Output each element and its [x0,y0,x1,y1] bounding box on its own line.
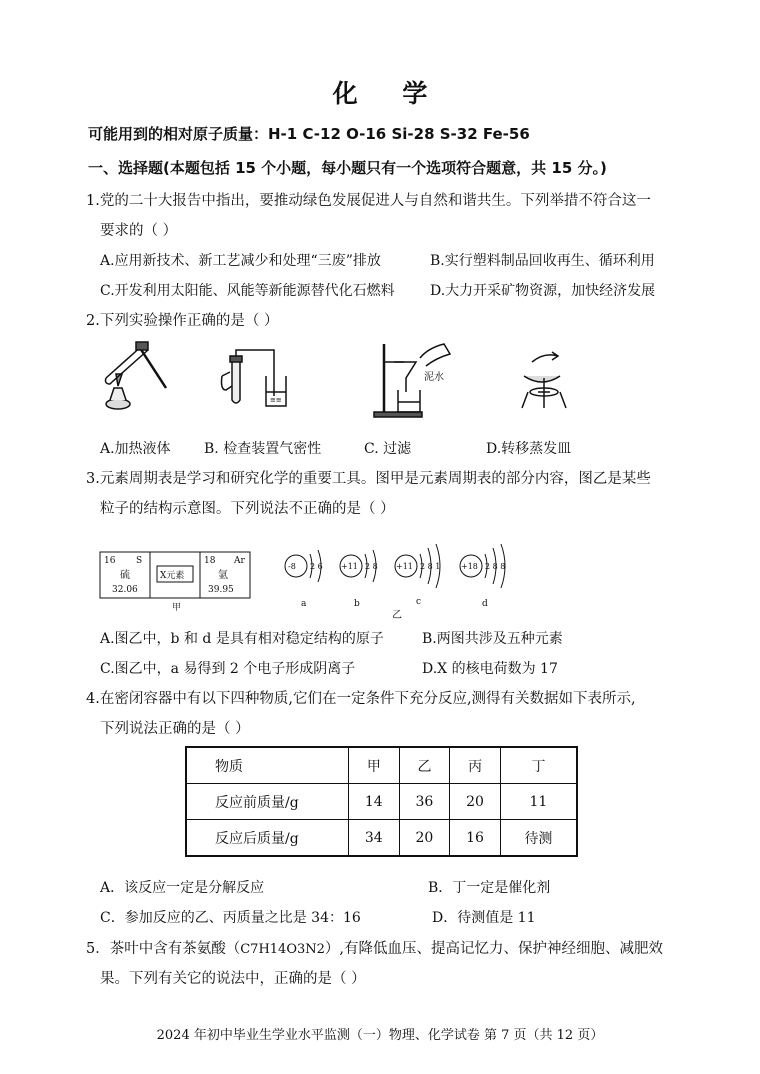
particle-c-label: c [416,597,422,607]
q4-option-d: D．待测值是 11 [432,910,536,926]
heating-liquid-figure [96,338,176,416]
q3-stem-line1: 3.元素周期表是学习和研究化学的重要工具。图甲是元素周期表的部分内容，图乙是某些 [86,471,651,487]
atomic-masses-line: 可能用到的相对原子质量：H-1 C-12 O-16 Si-28 S-32 Fe-56 [88,125,530,143]
table-cell: 待测 [500,820,577,857]
q2-option-c: C. 过滤 [364,441,412,457]
particle-a-shells: 2 6 [310,562,323,571]
table-header-cell: 乙 [399,747,450,784]
particle-b-shells: 2 8 [365,562,378,571]
s-mass: 32.06 [112,585,138,595]
s-symbol: S [136,556,143,566]
q2-option-a: A.加热液体 [100,441,171,457]
particle-c-shells: 2 8 1 [420,562,441,571]
q2-stem: 2.下列实验操作正确的是（ ） [86,313,279,329]
ar-mass: 39.95 [208,585,234,595]
q4-option-a: A．该反应一定是分解反应 [100,880,265,896]
q4-stem-line2: 下列说法正确的是（ ） [100,721,250,737]
q2-option-d: D.转移蒸发皿 [486,441,572,457]
ar-symbol: Ar [234,556,245,566]
q1-stem-line2: 要求的（ ） [100,223,178,239]
table-cell: 反应前质量/g [186,784,349,820]
filtration-figure [370,340,460,420]
table-header-cell: 物质 [186,747,349,784]
reaction-data-table [185,746,578,857]
particle-a-label: a [301,599,307,609]
periodic-table-fragment [98,546,258,616]
table-header-cell: 丙 [450,747,501,784]
filter-label: 泥水 [424,372,444,383]
particle-b-label: b [354,599,360,609]
s-name: 硫 [120,570,130,581]
q4-option-b: B．丁一定是催化剂 [428,880,551,896]
particle-structure-diagrams [276,534,536,630]
page-title: 化 学 [332,79,446,108]
table-header-row [186,747,577,784]
table-cell: 反应后质量/g [186,820,349,857]
page-footer: 2024 年初中毕业生学业水平监测（一）物理、化学试卷 第 7 页（共 12 页） [156,1028,604,1043]
q1-stem-line1: 1.党的二十大报告中指出，要推动绿色发展促进人与自然和谐共生。下列举措不符合这一 [86,193,651,209]
table-header-cell: 甲 [349,747,400,784]
q3-option-d: D.X 的核电荷数为 17 [422,661,558,677]
table-header-cell: 丁 [500,747,577,784]
q3-option-b: B.两图共涉及五种元素 [422,631,563,647]
table-cell: 11 [500,784,577,820]
section-heading: 一、选择题(本题包括 15 个小题，每小题只有一个选项符合题意，共 15 分。) [88,159,607,177]
table-cell: 34 [349,820,400,857]
q4-option-c: C．参加反应的乙、丙质量之比是 34：16 [100,910,361,926]
particle-b-nucleus: +11 [341,562,358,571]
q5-formula: C7H14O3N2 [240,942,325,957]
q1-option-b: B.实行塑料制品回收再生、循环利用 [430,253,655,269]
q2-option-b: B. 检查装置气密性 [204,441,322,457]
q5-stem-line1 [86,937,663,958]
ar-atomic-number: 18 [204,556,216,566]
particle-d-nucleus: +18 [461,562,478,571]
table-cell: 36 [399,784,450,820]
table-cell: 20 [399,820,450,857]
q3-stem-line2: 粒子的结构示意图。下列说法不正确的是（ ） [100,501,395,517]
particle-d-shells: 2 8 8 [485,562,506,571]
particle-d-label: d [482,599,488,609]
airtightness-figure [214,346,294,408]
x-element: X元素 [160,571,185,581]
table-cell: 20 [450,784,501,820]
evaporating-dish-figure [514,348,574,412]
q1-option-d: D.大力开采矿物资源，加快经济发展 [430,283,656,299]
table-row [186,820,577,857]
q3-option-a: A.图乙中，b 和 d 是具有相对稳定结构的原子 [100,631,384,647]
particle-a-nucleus: -8 [288,562,296,571]
q1-option-a: A.应用新技术、新工艺减少和处理“三废”排放 [100,253,381,269]
q3-option-c: C.图乙中，a 易得到 2 个电子形成阴离子 [100,661,356,677]
svg-text:≡≡: ≡≡ [270,396,282,404]
ar-name: 氩 [218,570,228,581]
figure-yi-label: 乙 [392,610,402,621]
table-cell: 14 [349,784,400,820]
q4-stem-line1: 4.在密闭容器中有以下四种物质,它们在一定条件下充分反应,测得有关数据如下表所示, [86,691,636,707]
q1-option-c: C.开发利用太阳能、风能等新能源替代化石燃料 [100,283,395,299]
figure-jia-label: 甲 [172,603,182,613]
table-row [186,784,577,820]
table-cell: 16 [450,820,501,857]
q5-stem-line2: 果。下列有关它的说法中，正确的是（ ） [100,971,366,987]
q5-stem-post: ）,有降低血压、提高记忆力、保护神经细胞、减肥效 [324,941,664,957]
particle-c-nucleus: +11 [396,562,413,571]
s-atomic-number: 16 [104,556,116,566]
q5-stem-pre: 5．茶叶中含有茶氨酸（ [86,941,241,957]
